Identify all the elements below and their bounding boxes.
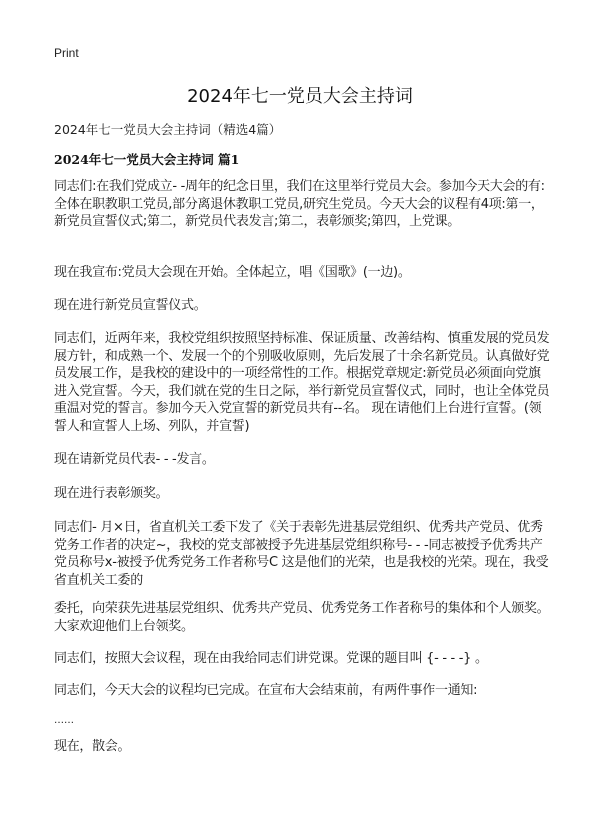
paragraph-awards-entrusted: 委托，向荣获先进基层党组织、优秀共产党员、优秀党务工作者称号的集体和个人颁奖。大家欢迎他们上台领奖。 bbox=[54, 601, 550, 634]
paragraph-representative-speech: 现在请新党员代表- - -发言。 bbox=[54, 452, 215, 467]
document-title: 2024年七一党员大会主持词 bbox=[187, 86, 413, 107]
paragraph-member-development: 同志们，近两年来，我校党组织按照坚持标准、保证质量、改善结构、慎重发展的党员发展方针，和成熟一个、发展一个的个别吸收原则，先后发展了十余名新党员。认真做好党员发展工作，是我校的建设中的一项经常性的工作。根据党章规定:新党员必须面向党旗进入党宣誓。今天，我们就在党的生日之际，举行新党员宣誓仪式，同时，也让全体党员重温对党的誓言。参加今天入党宣誓的新党员共有--名。 现在请他们上台进行宣誓。(领誓人和宣誓人上场、列队，并宣誓) bbox=[54, 331, 550, 434]
paragraph-adjourn: 现在，散会。 bbox=[54, 739, 131, 754]
paragraph-announce-start: 现在我宣布:党员大会现在开始。全体起立，唱《国歌》(一边)。 bbox=[54, 265, 411, 280]
print-link[interactable]: Print bbox=[54, 46, 79, 60]
paragraph-awards-decision: 同志们- 月×日，省直机关工委下发了《关于表彰先进基层党组织、优秀共产党员、优秀党务工作者的决定~，我校的党支部被授予先进基层党组织称号- - -同志被授予优秀共产党员称号x-被授予优秀党务工作者称号C 这是他们的光荣，也是我校的光荣。现在，我受省直机关工委的 bbox=[54, 520, 549, 588]
document-subtitle: 2024年七一党员大会主持词（精选4篇） bbox=[54, 122, 282, 137]
paragraph-party-lecture: 同志们，按照大会议程，现在由我给同志们讲党课。党课的题目叫 {- - - -} 。 bbox=[54, 651, 488, 666]
paragraph-awards: 现在进行表彰颁奖。 bbox=[54, 486, 169, 501]
section-heading: 2024年七一党员大会主持词 篇1 bbox=[54, 152, 240, 167]
paragraph-agenda-complete: 同志们，今天大会的议程均已完成。在宣布大会结束前，有两件事作一通知: bbox=[54, 683, 478, 698]
paragraph-opening: 同志们:在我们党成立- -周年的纪念日里，我们在这里举行党员大会。参加今天大会的有:全体在职教职工党员,部分离退休教职工党员,研究生党员。今天大会的议程有4项:第一，新党员宣誓仪式;第二，新党员代表发言;第二，表彰颁奖;第四，上党课。 bbox=[54, 179, 545, 229]
paragraph-ellipsis: …… bbox=[54, 715, 74, 726]
paragraph-oath-ceremony: 现在进行新党员宣誓仪式。 bbox=[54, 298, 207, 313]
